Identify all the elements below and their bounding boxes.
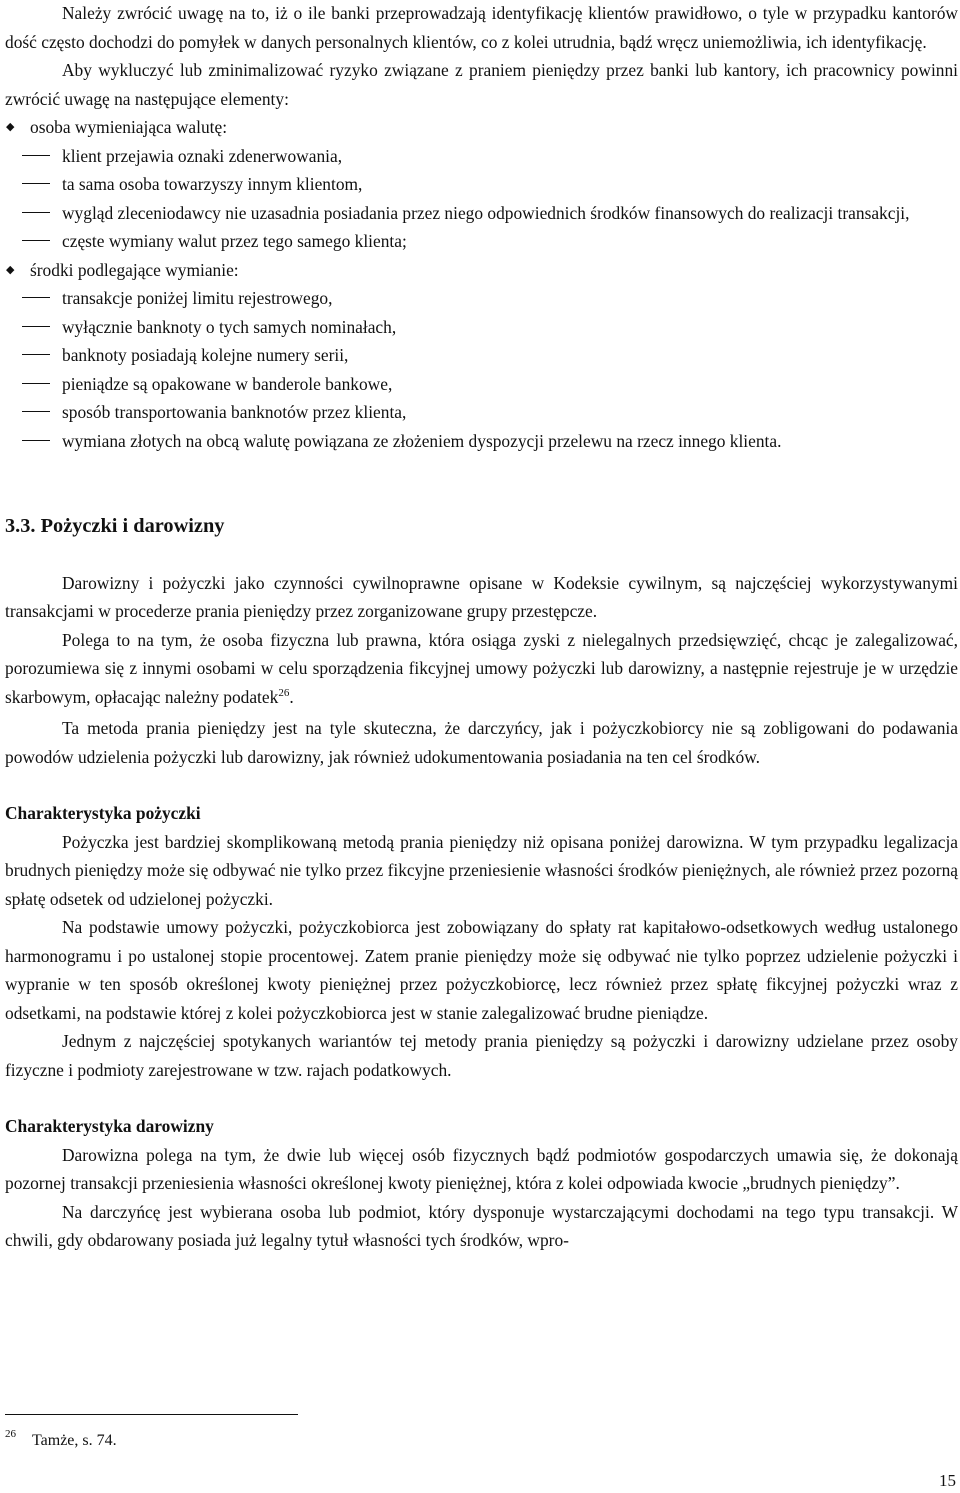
list-item-group-2 (5, 256, 958, 456)
footnote-separator (5, 1414, 298, 1415)
loan-heading: Charakterystyka pożyczki (5, 803, 201, 823)
loan-paragraph-1: Pożyczka jest bardziej skomplikowaną metodą prania pieniędzy niż opisana poniżej darowizna. W tym przypadku legalizacja brudnych pieniędzy może się odbywać nie tylko przez fikcyjne przeniesienie własności środków pieniężnych, ale również przez pozorną spłatę odsetek od udzielonej pożyczki. (5, 831, 958, 909)
loan-paragraph-2: Na podstawie umowy pożyczki, pożyczkobiorca jest zobowiązany do spłaty rat kapitałowo-odsetkowych według ustalonego harmonogramu i po ustalonej stopie procentowej. Zatem pranie pieniędzy może się odbywać nie tylko poprzez udzielenie pożyczki i wypranie w ten sposób określonej kwoty pieniężnej przez pożyczkobiorcę, lecz również przez spłatę fikcyjnej pożyczki wraz z odsetkami, na podstawie której z kolei pożyczkobiorca jest w stanie zalegalizować brudne pieniądze. (5, 917, 958, 1023)
section-paragraph-3: Ta metoda prania pieniędzy jest na tyle skuteczna, że darczyńcy, jak i pożyczkobiorcy nie są zobligowani do podawania powodów udzielenia pożyczki lub darowizny, jak również udokumentowania posiadania na ten cel środków. (5, 718, 958, 767)
dash-icon (22, 440, 50, 441)
list-item: częste wymiany walut przez tego samego klienta; (5, 227, 958, 256)
dash-icon (22, 240, 50, 241)
footnote-ref[interactable]: 26 (278, 686, 290, 699)
intro-paragraph-2: Aby wykluczyć lub zminimalizować ryzyko związane z praniem pieniędzy przez banki lub kantory, ich pracownicy powinni zwrócić uwagę na następujące elementy: (5, 60, 958, 109)
gift-heading: Charakterystyka darowizny (5, 1116, 214, 1136)
section-paragraph-2: Polega to na tym, że osoba fizyczna lub prawna, która osiąga zyski z nielegalnych przedsięwzięć, chcąc je zalegalizować, porozumiewa się z innymi osobami w celu sporządzenia fikcyjnej umowy pożyczki lub darowizny, a następnie rejestruje je w urzędzie skarbowym, opłacając należny podatek$^{26}$. (5, 629, 958, 707)
dash-icon (22, 183, 50, 184)
dash-icon (22, 411, 50, 412)
dash-icon (22, 297, 50, 298)
loan-paragraph-3: Jednym z najczęściej spotykanych wariantów tej metody prania pieniędzy są pożyczki i darowizny udzielane przez osoby fizyczne i podmioty zarejestrowane w tzw. rajach podatkowych. (5, 1031, 958, 1080)
list-item: ta sama osoba towarzyszy innym klientom, (5, 170, 958, 199)
footnote-text: Tamże, s. 74. (32, 1432, 117, 1449)
dash-icon (22, 354, 50, 355)
sub-list-1 (30, 142, 958, 256)
document-page (5, 0, 958, 1255)
footnote-number: 26 (5, 1428, 16, 1440)
list-item-group-1 (5, 113, 958, 256)
list-item: pieniądze są opakowane w banderole bankowe, (5, 370, 958, 399)
intro-paragraph-1: Należy zwrócić uwagę na to, iż o ile banki przeprowadzają identyfikację klientów prawidłowo, o tyle w przypadku kantorów dość często dochodzi do pomyłek w danych personalnych klientów, co z kolei utrudnia, bądź wręcz uniemożliwia, ich identyfikację. (5, 3, 958, 52)
dash-icon (22, 383, 50, 384)
list-item: wyłącznie banknoty o tych samych nominałach, (5, 313, 958, 342)
section-heading: 3.3. Pożyczki i darowizny (5, 515, 225, 537)
page-number: 15 (939, 1471, 956, 1490)
dash-icon (22, 326, 50, 327)
dash-icon (22, 212, 50, 213)
list-item: wygląd zleceniodawcy nie uzasadnia posiadania przez niego odpowiednich środków finansowych do realizacji transakcji, (5, 199, 958, 228)
list-item: banknoty posiadają kolejne numery serii, (5, 341, 958, 370)
group-2-label: środki podlegające wymianie: (30, 259, 239, 280)
sub-list-2 (30, 284, 958, 455)
gift-paragraph-2: Na darczyńcę jest wybierana osoba lub podmiot, który dysponuje wystarczającymi dochodami na tego typu transakcji. W chwili, gdy obdarowany posiada już legalny tytuł własności tych środków, wpro- (5, 1201, 958, 1250)
bullet-icon: ◆ (6, 121, 15, 133)
bullet-icon: ◆ (6, 263, 15, 276)
list-item: klient przejawia oznaki zdenerwowania, (5, 142, 958, 171)
group-1-label: osoba wymieniająca walutę: (30, 117, 228, 137)
section-paragraph-1: Darowizny i pożyczki jako czynności cywilnoprawne opisane w Kodeksie cywilnym, są najczęściej wykorzystywanymi transakcjami w procederze prania pieniędzy przez zorganizowane grupy przestępcze. (5, 572, 958, 621)
dash-icon (22, 155, 50, 156)
criteria-list (5, 113, 958, 455)
gift-paragraph-1: Darowizna polega na tym, że dwie lub więcej osób fizycznych bądź podmiotów gospodarczych umawia się, że dokonają pozornej transakcji przeniesienia własności określonej kwoty pieniężnej, która z kolei odpowiada kwocie „brudnych pieniędzy”. (5, 1144, 958, 1193)
list-item: transakcje poniżej limitu rejestrowego, (5, 284, 958, 313)
footnote (5, 1429, 117, 1454)
list-item: sposób transportowania banknotów przez klienta, (5, 398, 958, 427)
list-item: wymiana złotych na obcą walutę powiązana ze złożeniem dyspozycji przelewu na rzecz innego klienta. (5, 427, 958, 456)
